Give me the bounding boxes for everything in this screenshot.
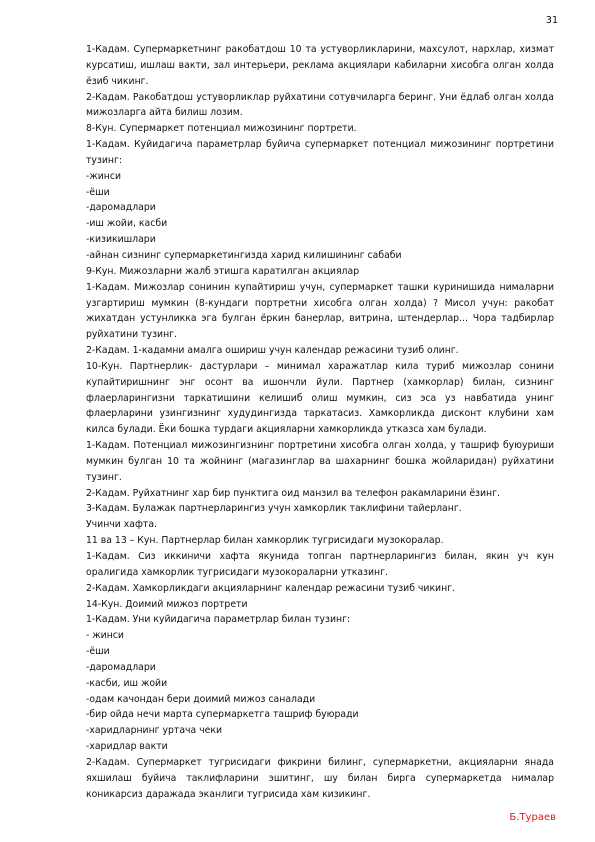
paragraph: - жинси (86, 630, 124, 642)
paragraph: 10-Кун. Партнерлик- дастурлари – минимал харажатлар кила туриб мижозлар сонини купайтиришнинг энг осонт ва ишончли йули. Партнер (хамкорлар) билан, сизнинг флаерларингизни таркатишини келишиб олиш мумкин, сиз эса уз навбатида унинг флаерларини узингизнинг худудингизда таркатасиз. Хамкорликда дисконт клубини хам килса булади. Ёки бошка турдаги акцияларни хамкорликда утказса хам булади. (86, 360, 554, 436)
paragraph: -жинси (86, 170, 122, 182)
paragraph: 1-Кадам. Сиз иккиничи хафта якунида топган партнерларингиз билан, якин уч кун оралигида хамкорлик тугрисидаги музокораларни утказинг. (86, 551, 554, 578)
paragraph: -ёши (86, 186, 110, 198)
page-number: 31 (545, 15, 558, 26)
paragraph: Учинчи хафта. (86, 519, 157, 531)
document-body (86, 42, 554, 803)
paragraph: 2-Кадам. 1-кадамни амалга ошириш учун календар режасини тузиб олинг. (86, 345, 459, 357)
paragraph: 11 ва 13 – Кун. Партнерлар билан хамкорлик тугрисидаги музокоралар. (86, 535, 444, 547)
paragraph: 1-Кадам. Потенциал мижозингизнинг портретини хисобга олган холда, у ташриф буюуриши мумкин булган 10 та жойнинг (магазинглар ва шахарнинг бошка жойларидан) руйхатини тузинг. (86, 440, 554, 483)
paragraph: 1-Кадам. Мижозлар сонинин купайтириш учун, супермаркет ташки куринишида нималарни узгартириш мумкин (8-кундаги портретни хисобга олган холда) ? Мисол учун: ракобат жихатдан устунликка эга булган ёркин банерлар, витрина, штендерлар... Чора тадбирлар руйхатини тузинг. (86, 281, 554, 341)
paragraph: -касби, иш жойи (86, 677, 168, 689)
paragraph: -ёши (86, 646, 110, 658)
paragraph: 1-Кадам. Куйидагича параметрлар буйича супермаркет потенциал мижозининг портретини тузинг: (86, 139, 554, 166)
paragraph: -даромадлари (86, 202, 156, 214)
paragraph: 8-Кун. Супермаркет потенциал мижозининг портрети. (86, 123, 357, 135)
paragraph: 2-Кадам. Руйхатнинг хар бир пунктига оид манзил ва телефон ракамларини ёзинг. (86, 487, 500, 499)
paragraph: 2-Кадам. Ракобатдош устуворликлар руйхатини сотувчиларга беринг. Уни ёдлаб олган холда мижозларга айта билиш лозим. (86, 91, 554, 119)
paragraph: -даромадлари (86, 661, 156, 673)
paragraph: -кизикишлари (86, 234, 156, 246)
paragraph: -харидлар вакти (86, 741, 168, 753)
paragraph: 1-Кадам. Уни куйидагича параметрлар билан тузинг: (86, 614, 351, 626)
paragraph: 1-Кадам. Супермаркетнинг ракобатдош 10 та устуворликларини, махсулот, нархлар, хизмат курсатиш, ишлаш вакти, зал интерьери, реклама акциялари кабиларни хисобга олган холда ёзиб чикинг. (86, 44, 554, 87)
paragraph: 9-Кун. Мижозларни жалб этишга каратилган акциялар (86, 265, 360, 277)
paragraph: 2-Кадам. Супермаркет тугрисидаги фикрини билинг, супермаркетни, акцияларни янада яхшилаш буйича таклифларини эшитинг, шу билан бирга супермаркетда нималар коникарсиз даражада эканлиги тугрисида хам кизикинг. (86, 756, 554, 800)
paragraph: -айнан сизнинг супермаркетингизда харид килишининг сабаби (86, 249, 402, 261)
paragraph: -бир ойда нечи марта супермаркетга ташриф буюради (86, 709, 359, 721)
author-signature: Б.Тураев (509, 812, 556, 823)
paragraph: 14-Кун. Доимий мижоз портрети (86, 598, 248, 610)
paragraph: -иш жойи, касби (86, 218, 168, 230)
paragraph: -одам качондан бери доимий мижоз саналади (86, 693, 316, 705)
paragraph: 2-Кадам. Хамкорликдаги акцияларнинг календар режасини тузиб чикинг. (86, 582, 456, 594)
paragraph: 3-Кадам. Булажак партнерларингиз учун хамкорлик таклифини тайерланг. (86, 503, 462, 515)
paragraph: -харидларнинг уртача чеки (86, 725, 223, 737)
